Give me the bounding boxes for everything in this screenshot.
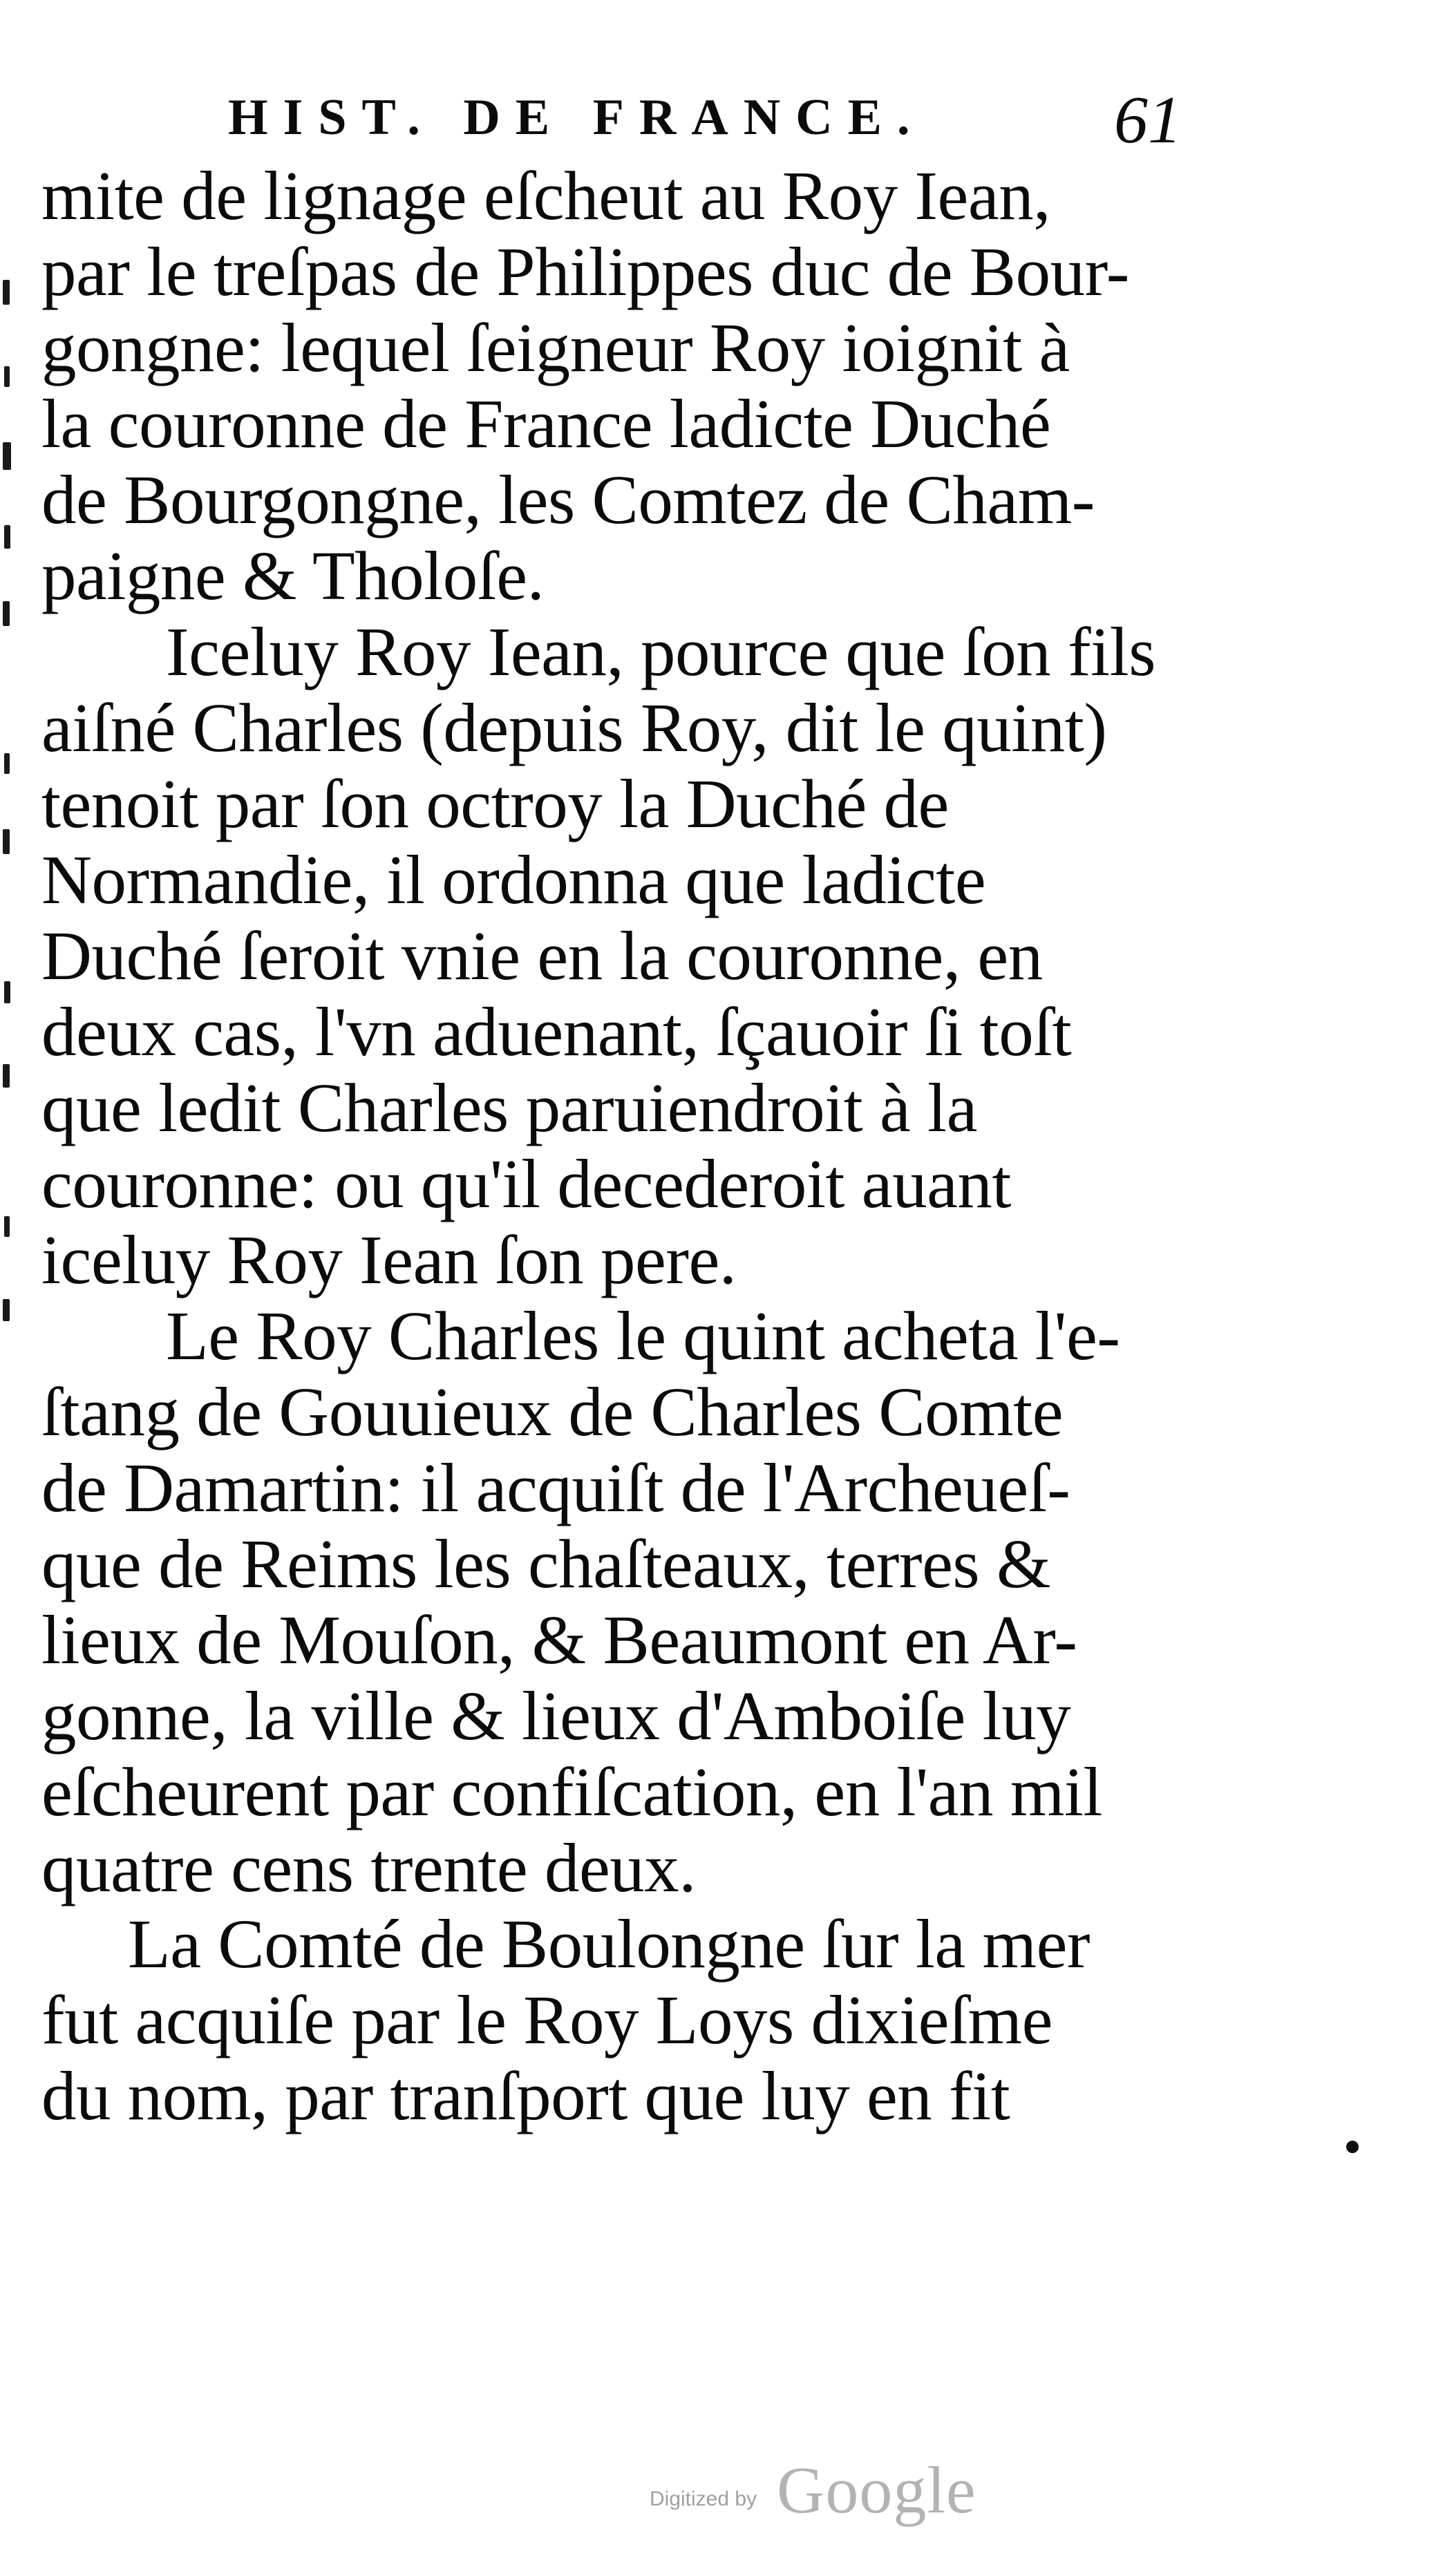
text-line: gongne: lequel ſeigneur Roy ioignit à	[41, 309, 1070, 386]
text-line: par le treſpas de Philippes duc de Bour-	[41, 233, 1129, 310]
text-line: aiſné Charles (depuis Roy, dit le quint)	[41, 689, 1107, 766]
text-line: que de Reims les chaſteaux, terres &	[41, 1525, 1051, 1602]
text-line: Le Roy Charles le quint acheta l'e-	[166, 1297, 1120, 1374]
text-line: de Bourgongne, les Comtez de Cham-	[41, 461, 1095, 538]
gutter-mark	[4, 366, 10, 387]
text-line: mite de lignage eſcheut au Roy Iean,	[41, 157, 1050, 234]
text-line: tenoit par ſon octroy la Duché de	[41, 765, 949, 842]
gutter-mark	[3, 1064, 10, 1088]
text-line: ſtang de Gouuieux de Charles Comte	[41, 1373, 1064, 1450]
paragraph-2	[41, 614, 1216, 1298]
running-header	[228, 82, 1182, 164]
text-line: gonne, la ville & lieux d'Amboiſe luy	[41, 1677, 1071, 1754]
gutter-mark	[3, 1299, 10, 1321]
text-line: eſcheurent par confiſcation, en l'an mil	[41, 1753, 1102, 1830]
running-title: HIST. DE FRANCE.	[228, 89, 925, 146]
digitized-by-label: Digitized by	[650, 2488, 757, 2510]
google-logo: Google	[777, 2453, 976, 2527]
text-line: Iceluy Roy Iean, pource que ſon fils	[166, 613, 1156, 690]
paragraph-3	[41, 1298, 1216, 1906]
page-number: 61	[1114, 83, 1182, 158]
gutter-mark	[4, 1216, 10, 1237]
text-line: quatre cens trente deux.	[41, 1829, 697, 1906]
gutter-mark	[3, 280, 10, 305]
text-line: couronne: ou qu'il decederoit auant	[41, 1145, 1011, 1222]
gutter-mark	[3, 601, 10, 626]
text-line: iceluy Roy Iean ſon pere.	[41, 1221, 737, 1298]
text-line: deux cas, l'vn aduenant, ſçauoir ſi toſt	[41, 993, 1072, 1070]
digitized-watermark	[650, 2452, 981, 2528]
text-line: la couronne de France ladicte Duché	[41, 385, 1051, 462]
gutter-mark	[4, 753, 10, 774]
text-line: Normandie, il ordonna que ladicte	[41, 841, 986, 918]
text-line: du nom, par tranſport que luy en fit	[41, 2057, 1010, 2134]
gutter-mark	[3, 829, 10, 854]
text-line: fut acquiſe par le Roy Loys dixieſme	[41, 1981, 1052, 2058]
gutter-mark	[4, 525, 10, 549]
gutter-mark	[3, 442, 11, 470]
text-line: que ledit Charles paruiendroit à la	[41, 1069, 977, 1146]
text-line: La Comté de Boulongne ſur la mer	[128, 1905, 1090, 1982]
text-line: paigne & Tholoſe.	[41, 537, 545, 614]
text-line: Duché ſeroit vnie en la couronne, en	[41, 917, 1043, 994]
text-line: lieux de Mouſon, & Beaumont en Ar-	[41, 1601, 1077, 1678]
paragraph-4	[41, 1906, 1216, 2134]
body-text	[41, 158, 1216, 2134]
ink-dot	[1346, 2141, 1359, 2153]
text-line: de Damartin: il acquiſt de l'Archeueſ-	[41, 1449, 1070, 1526]
gutter-mark	[4, 981, 10, 1003]
paragraph-1	[41, 158, 1216, 614]
